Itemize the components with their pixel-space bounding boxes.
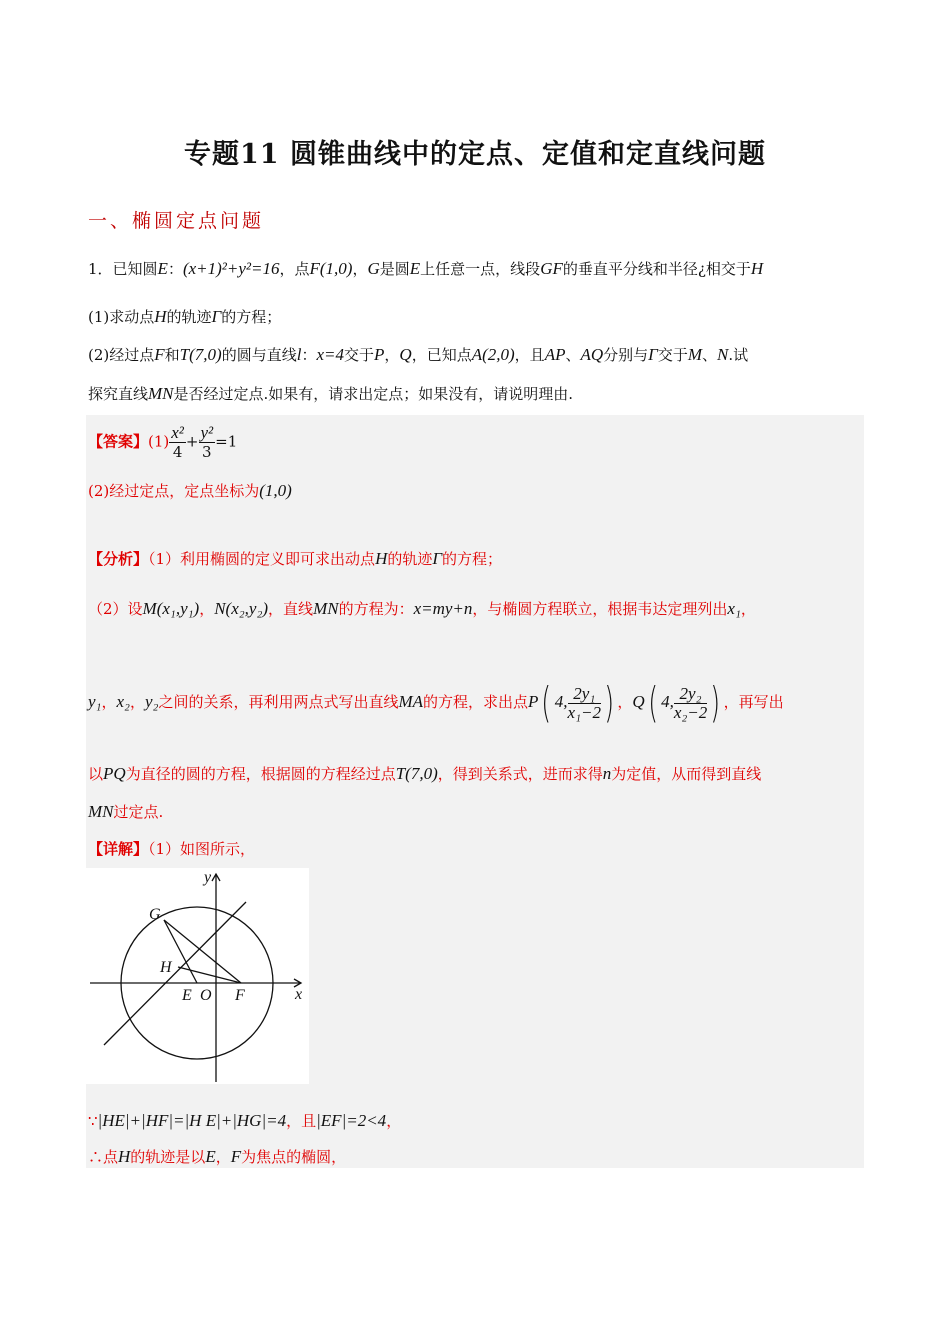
question-part-2-line-2: 探究直线MN是否经过定点.如果有，请求出定点；如果没有，请说明理由.	[88, 384, 574, 403]
detail-line-1: 【详解】（1）如图所示，	[88, 840, 256, 858]
analysis-line-4: 以PQ为直径的圆的方程，根据圆的方程经过点T(7,0)，得到关系式，进而求得n为定值，从而得到直线	[88, 764, 762, 783]
section-heading: 一、椭圆定点问题	[88, 210, 265, 232]
analysis-line-2: （2）设M(x₁,y₁)，N(x₂,y₂)，直线MN的方程为：x=my+n，与椭圆方程联立，根据韦达定理列出x₁，	[88, 599, 756, 618]
label-e: E	[182, 987, 192, 1004]
page-title: 专题11 圆锥曲线中的定点、定值和定直线问题	[184, 139, 766, 170]
question-part-2: (2)经过点F和T(7,0)的圆与直线l：x=4交于P，Q，已知点A(2,0)，且AP、AQ分别与Γ交于M、N.试	[88, 345, 749, 364]
fraction-y2-3: $\frac{\text{y²}}{3}$	[200, 423, 214, 461]
label-h: H	[160, 959, 172, 976]
answer-line-2: (2)经过定点，定点坐标为(1,0)	[88, 481, 292, 500]
label-x: x	[295, 986, 303, 1003]
detail-line-3: ∴点H的轨迹是以E，F为焦点的椭圆，	[88, 1147, 347, 1166]
perpendicular-bisector	[104, 902, 246, 1045]
analysis-line-3: y₁，x₂，y₂之间的关系，再利用两点式写出直线MA的方程，求出点P( 4, $\frac{\text{2y₁}}{\text{x₁−2}}$ ) ，Q( 4, $\frac{\text{2y₂}}{\text{x₂−2}}$ ) ，再写出	[88, 678, 784, 727]
geometry-diagram	[86, 868, 309, 1084]
label-y: y	[204, 869, 212, 886]
analysis-line-1: 【分析】（1）利用椭圆的定义即可求出动点H的轨迹Γ的方程；	[88, 549, 503, 568]
question-part-1: (1)求动点H的轨迹Γ的方程；	[88, 307, 282, 326]
analysis-line-5: MN过定点.	[88, 802, 164, 821]
question-line-1: 1．已知圆E：(x+1)²+y²=16，点F(1,0)，G是圆E上任意一点，线段GF的垂直平分线和半径¿相交于H	[88, 259, 764, 278]
label-g: G	[149, 906, 161, 923]
fraction-x2-4: $\frac{\text{x²}}{4}$	[171, 423, 184, 461]
label-o: O	[200, 987, 212, 1004]
answer-line-1: 【答案】(1) $\frac{\text{x²}}{4}$ + $\frac{\text{y²}}{3}$ =1	[88, 423, 238, 461]
ellipse-figure	[86, 868, 309, 1084]
label-f: F	[235, 987, 245, 1004]
detail-line-2: ∵|HE|+|HF|=|H E|+|HG|=4，且|EF|=2<4，	[88, 1111, 402, 1130]
